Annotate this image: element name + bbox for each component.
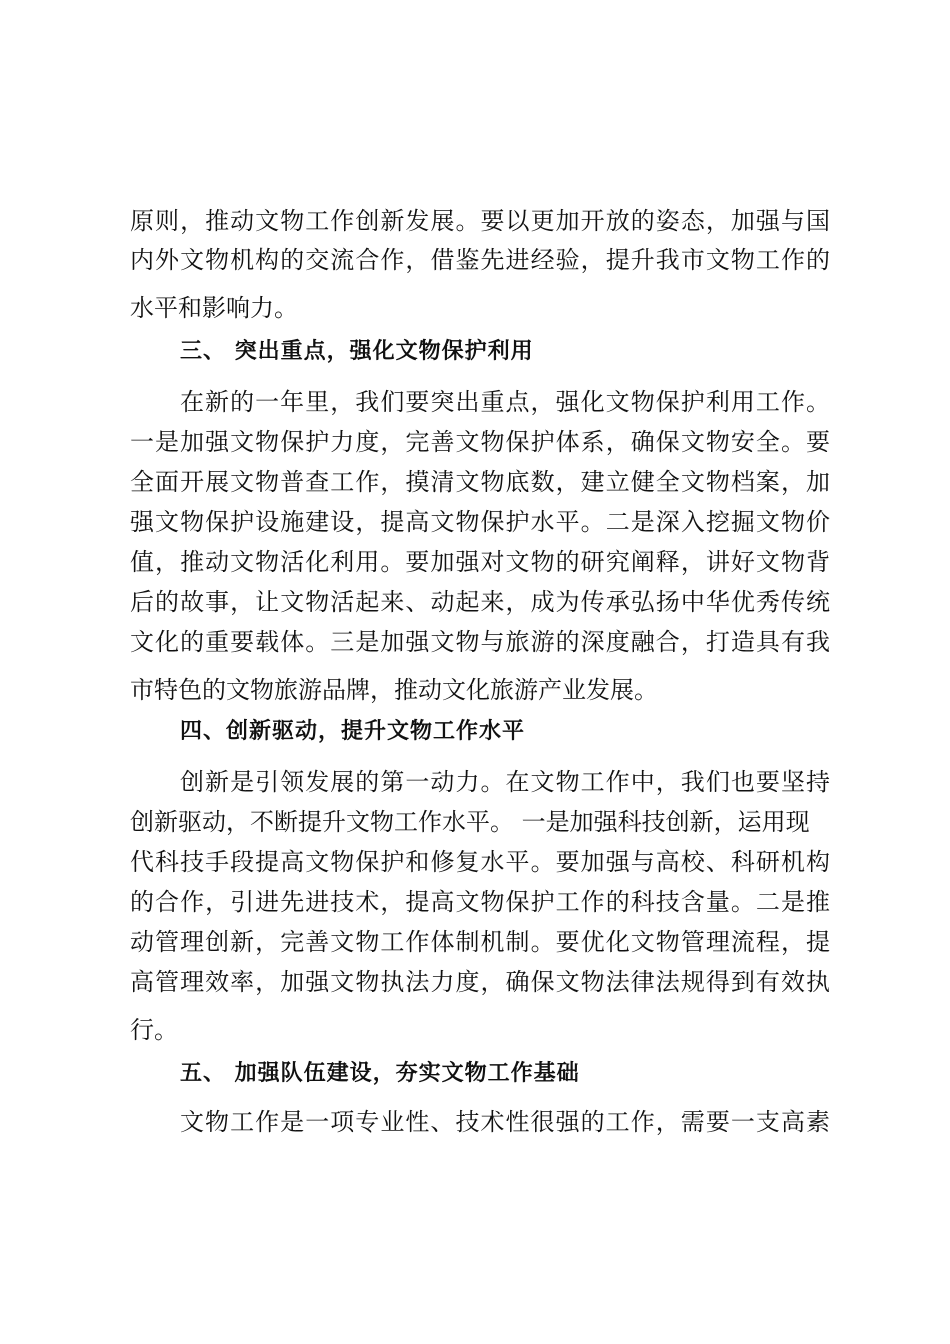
paragraph-line: 水平和影响力。 [130,294,298,322]
paragraph-line: 在新的一年里，我们要突出重点，强化文物保护利用工作。 [180,388,830,416]
section-heading-three: 三、 突出重点，强化文物保护利用 [180,339,534,364]
paragraph-line: 强文物保护设施建设，提高文物保护水平。二是深入挖掘文物价 [130,508,830,536]
paragraph-line: 文化的重要载体。三是加强文物与旅游的深度融合，打造具有我 [130,628,830,656]
paragraph-line: 全面开展文物普查工作，摸清文物底数，建立健全文物档案，加 [130,468,830,496]
paragraph-line: 值，推动文物活化利用。要加强对文物的研究阐释，讲好文物背 [130,548,830,576]
paragraph-line: 行。 [130,1016,178,1044]
paragraph-line: 一是加强文物保护力度，完善文物保护体系，确保文物安全。要 [130,428,830,456]
section-heading-five: 五、 加强队伍建设，夯实文物工作基础 [180,1061,580,1086]
paragraph-line: 高管理效率，加强文物执法力度，确保文物法律法规得到有效执 [130,968,830,996]
paragraph-line: 代科技手段提高文物保护和修复水平。要加强与高校、科研机构 [130,848,830,876]
paragraph-line: 文物工作是一项专业性、技术性很强的工作，需要一支高素 [180,1108,830,1136]
paragraph-line: 内外文物机构的交流合作，借鉴先进经验，提升我市文物工作的 [130,246,830,274]
paragraph-line: 市特色的文物旅游品牌，推动文化旅游产业发展。 [130,676,658,704]
paragraph-line: 动管理创新，完善文物工作体制机制。要优化文物管理流程，提 [130,928,830,956]
paragraph-line: 后的故事，让文物活起来、动起来，成为传承弘扬中华优秀传统 [130,588,830,616]
paragraph-line: 创新驱动，不断提升文物工作水平。 一是加强科技创新，运用现 [130,808,810,836]
paragraph-line: 原则，推动文物工作创新发展。要以更加开放的姿态，加强与国 [130,207,830,235]
paragraph-line: 创新是引领发展的第一动力。在文物工作中，我们也要坚持 [180,768,830,796]
paragraph-line: 的合作，引进先进技术，提高文物保护工作的科技含量。二是推 [130,888,830,916]
section-heading-four: 四、创新驱动，提升文物工作水平 [180,719,526,744]
